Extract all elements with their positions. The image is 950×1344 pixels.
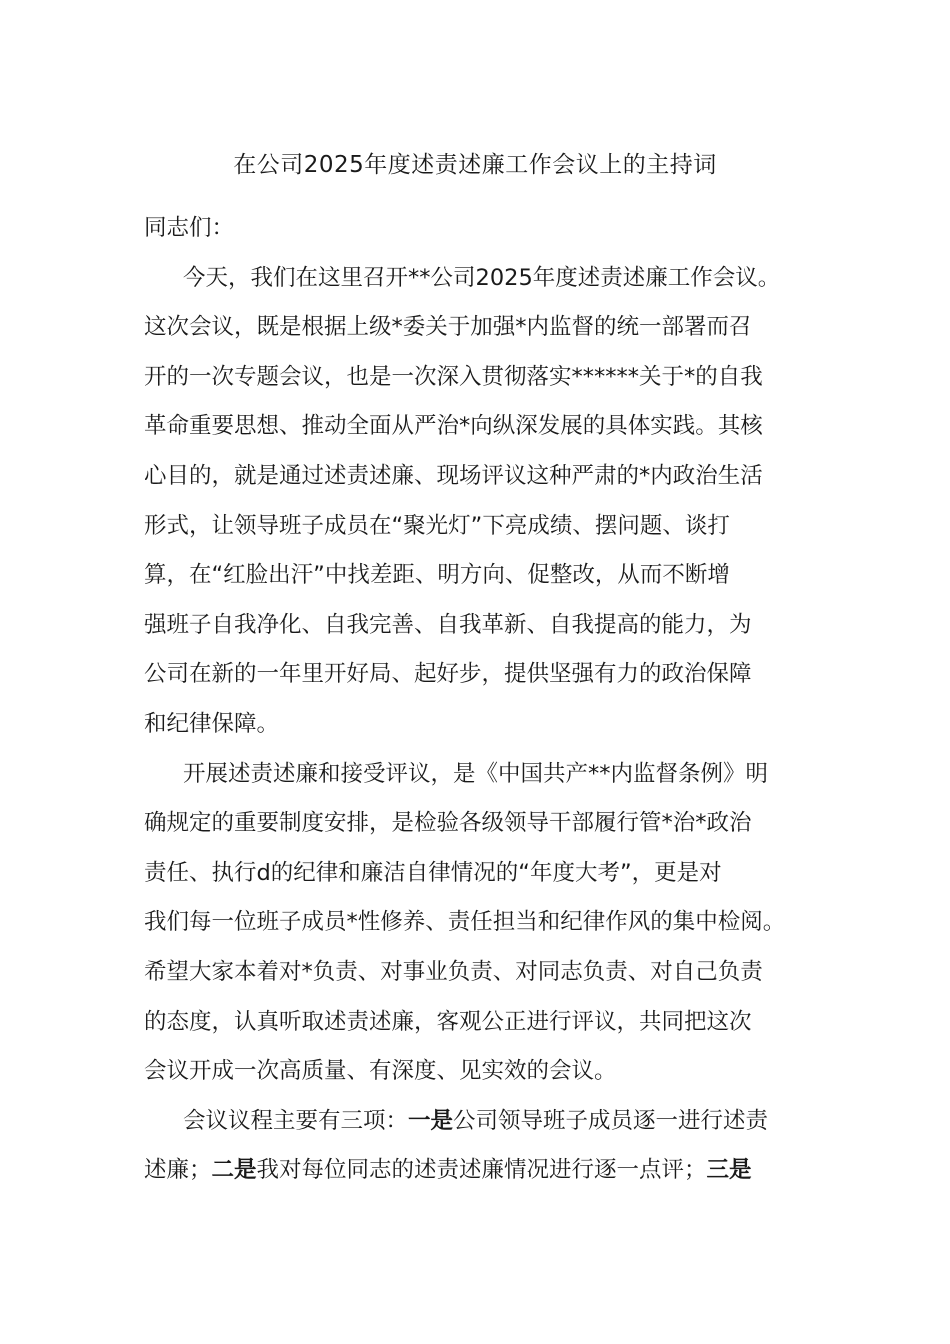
document-body xyxy=(144,204,812,1196)
paragraph-line: 确规定的重要制度安排，是检验各级领导干部履行管*治*政治 xyxy=(144,810,752,837)
paragraph-line: 形式，让领导班子成员在“聚光灯”下亮成绩、摆问题、谈打 xyxy=(144,512,730,539)
salutation: 同志们： xyxy=(144,215,235,241)
paragraph-3 xyxy=(144,1097,812,1196)
agenda-item-1-text: 公司领导班子成员逐一进行述责 xyxy=(453,1107,769,1134)
paragraph-line xyxy=(144,1146,812,1196)
paragraph-line: 公司在新的一年里开好局、起好步，提供坚强有力的政治保障 xyxy=(144,661,752,688)
paragraph-line xyxy=(144,1097,812,1147)
paragraph-line: 和纪律保障。 xyxy=(144,710,280,737)
agenda-item-1-marker: 一是 xyxy=(408,1107,454,1134)
agenda-item-2-text: 我对每位同志的述责述廉情况进行逐一点评； xyxy=(256,1157,707,1184)
paragraph-line: 责任、执行d的纪律和廉洁自律情况的“年度大考”，更是对 xyxy=(144,859,722,886)
paragraph-line: 这次会议，既是根据上级*委关于加强*内监督的统一部署而召 xyxy=(144,314,752,341)
paragraph-line: 我们每一位班子成员*性修养、责任担当和纪律作风的集中检阅。 xyxy=(144,909,786,936)
paragraph-line: 希望大家本着对*负责、对事业负责、对同志负责、对自己负责 xyxy=(144,958,763,985)
paragraph-line: 强班子自我净化、自我完善、自我革新、自我提高的能力，为 xyxy=(144,611,752,638)
paragraph-1 xyxy=(144,254,812,750)
paragraph-line: 算，在“红脸出汗”中找差距、明方向、促整改，从而不断增 xyxy=(144,562,730,589)
paragraph-line: 心目的，就是通过述责述廉、现场评议这种严肃的*内政治生活 xyxy=(144,462,763,489)
paragraph-line: 今天，我们在这里召开**公司2025年度述责述廉工作会议。 xyxy=(183,264,781,291)
paragraph-line: 开的一次专题会议，也是一次深入贯彻落实******关于*的自我 xyxy=(144,363,763,390)
agenda-intro-text: 会议议程主要有三项： xyxy=(183,1107,409,1134)
agenda-item-1-end: 述廉； xyxy=(144,1157,212,1184)
agenda-item-2-marker: 二是 xyxy=(211,1157,257,1184)
paragraph-line: 的态度，认真听取述责述廉，客观公正进行评议，共同把这次 xyxy=(144,1008,752,1035)
paragraph-2 xyxy=(144,750,812,1097)
paragraph-line: 革命重要思想、推动全面从严治*向纵深发展的具体实践。其核 xyxy=(144,413,763,440)
paragraph-line: 会议开成一次高质量、有深度、见实效的会议。 xyxy=(144,1058,617,1085)
document-title: 在公司2025年度述责述廉工作会议上的主持词 xyxy=(233,152,717,178)
agenda-item-3-marker: 三是 xyxy=(706,1157,752,1184)
paragraph-line: 开展述责述廉和接受评议，是《中国共产**内监督条例》明 xyxy=(183,760,769,787)
